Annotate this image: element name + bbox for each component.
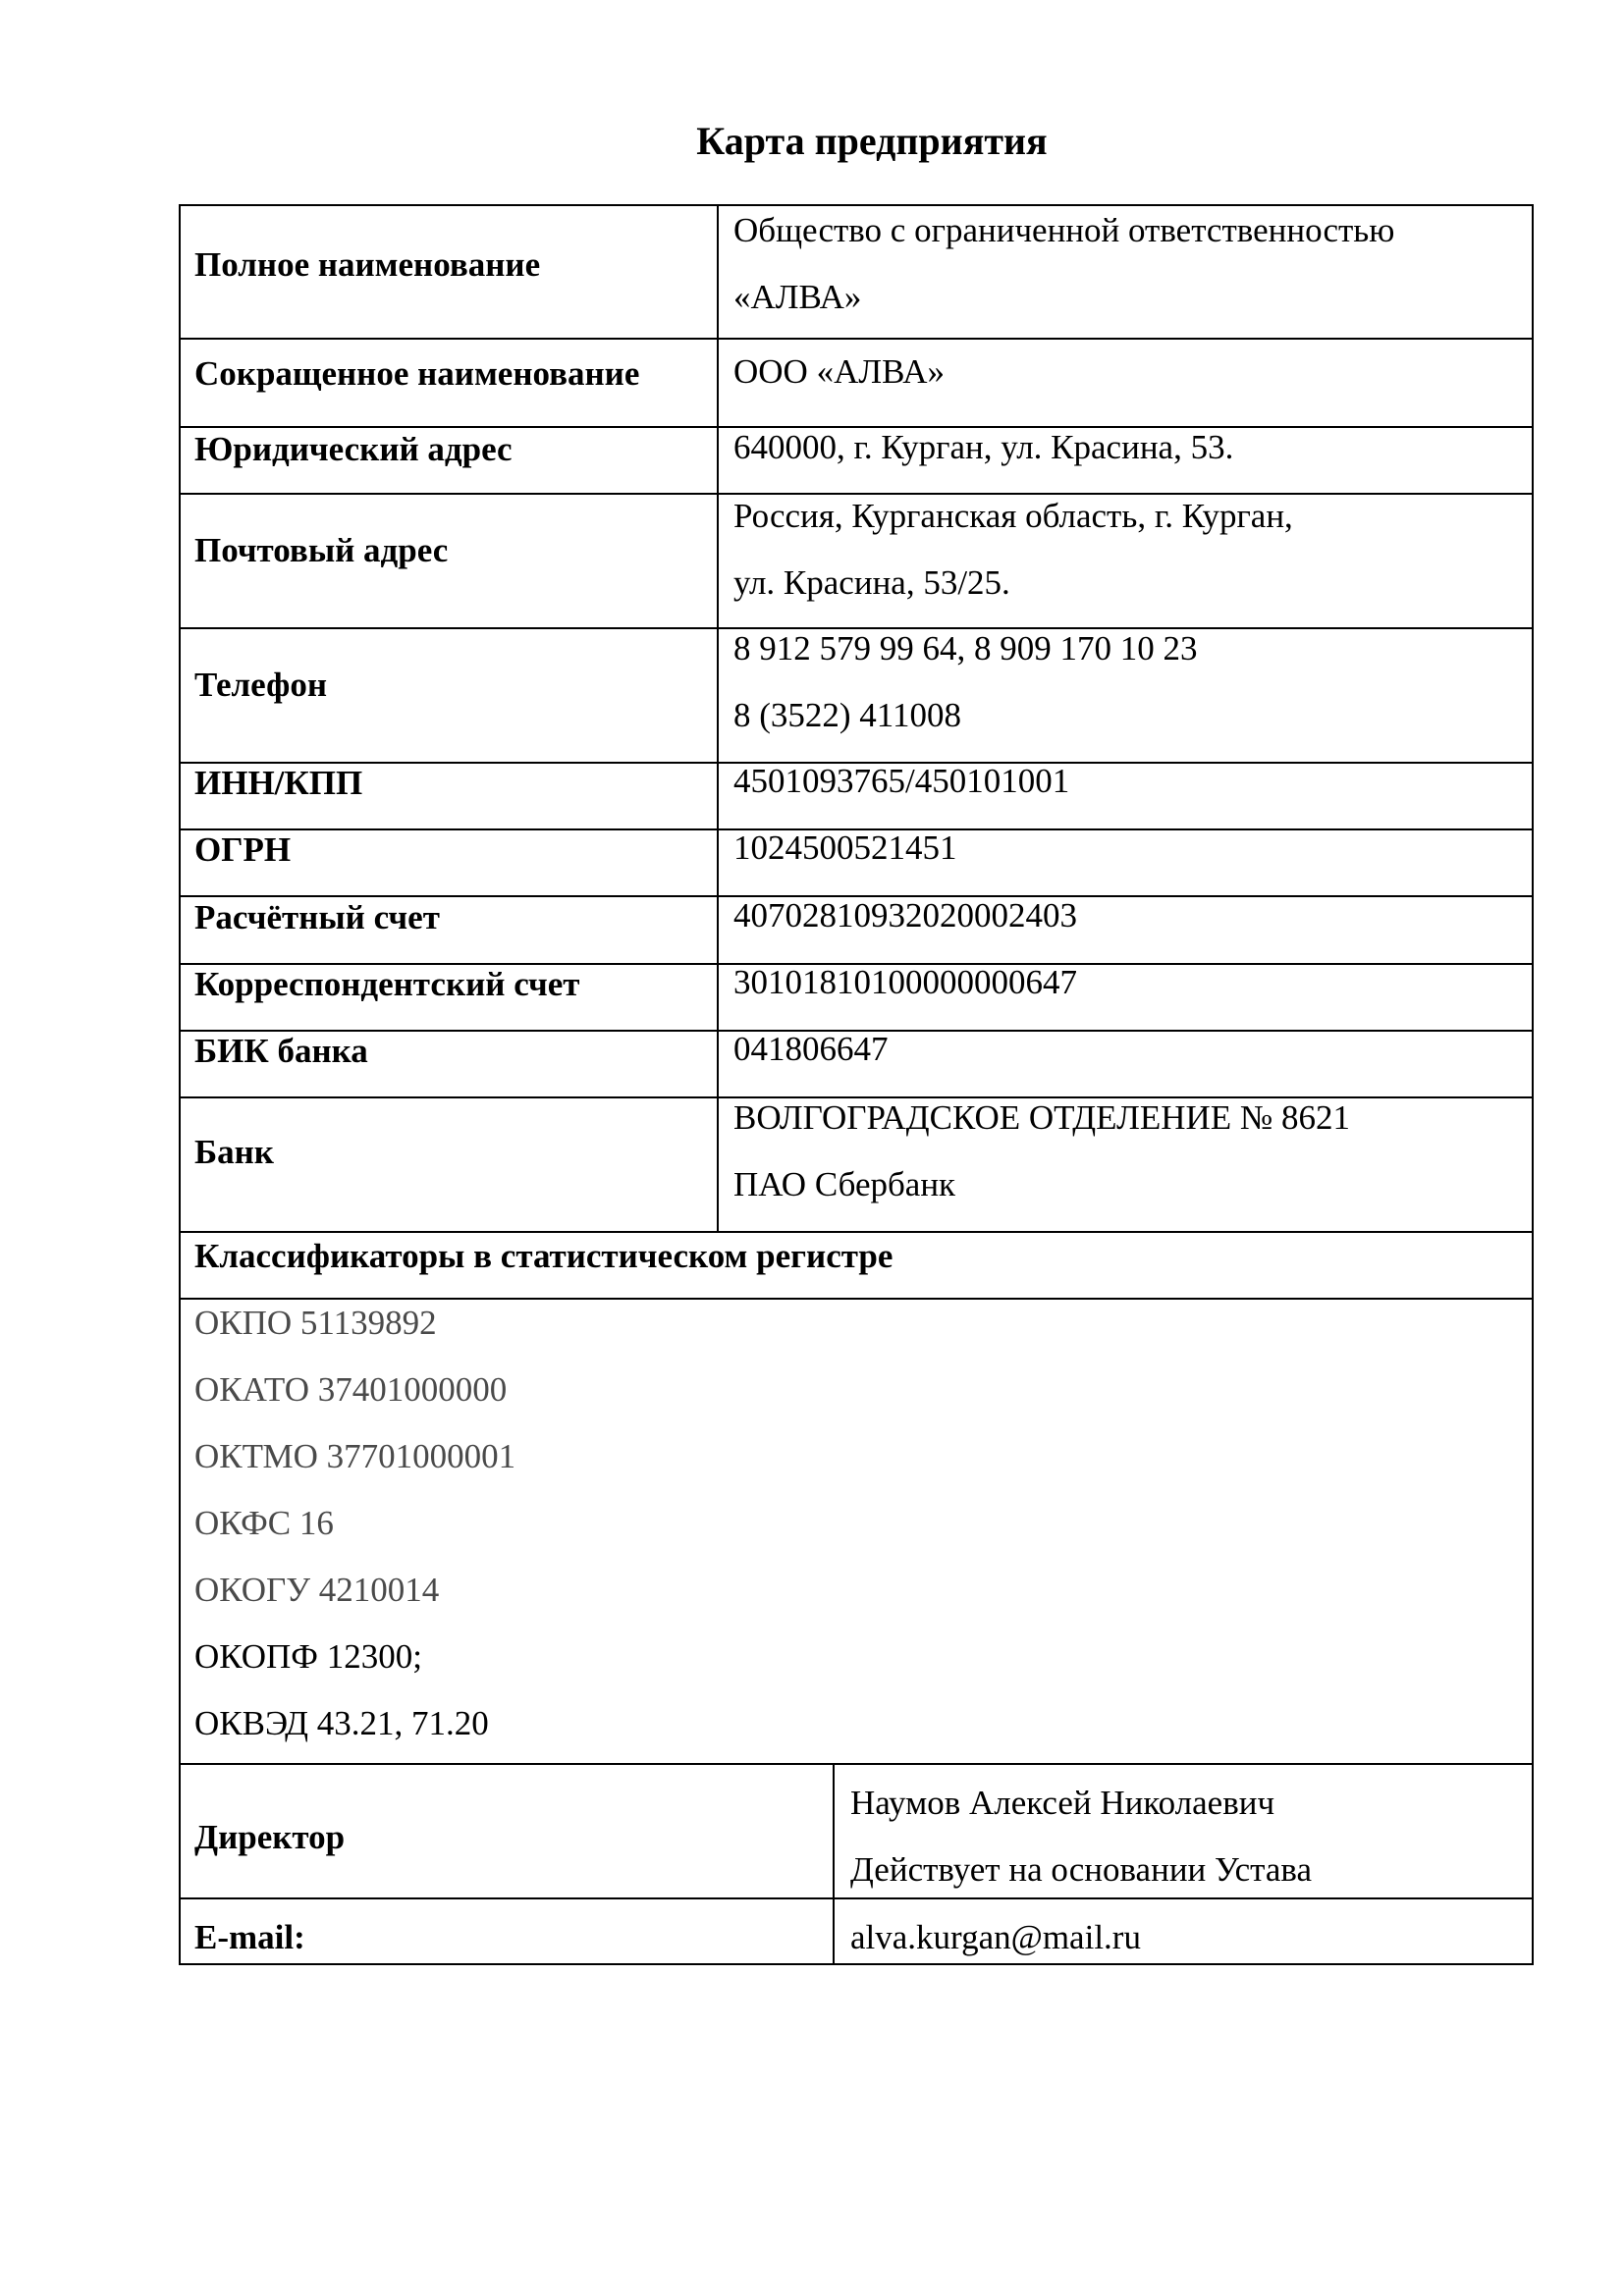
value-full-name-line-1: Общество с ограниченной ответственностью: [733, 211, 1395, 249]
classifier-oktmo: ОКТМО 37701000001: [194, 1437, 516, 1475]
value-director-line-2: Действует на основании Устава: [850, 1850, 1313, 1889]
page-title: Карта предприятия: [696, 119, 1048, 163]
classifier-okopf: ОКОПФ 12300;: [194, 1637, 422, 1676]
label-short-name: Сокращенное наименование: [194, 354, 640, 393]
label-full-name: Полное наименование: [194, 245, 541, 284]
value-correspondent-account: 30101810100000000647: [733, 963, 1077, 1001]
value-director-line-1: Наумов Алексей Николаевич: [850, 1784, 1275, 1822]
classifier-okpo: ОКПО 51139892: [194, 1304, 437, 1342]
classifier-okfs: ОКФС 16: [194, 1504, 334, 1542]
value-short-name: ООО «АЛВА»: [733, 352, 946, 391]
label-inn-kpp: ИНН/КПП: [194, 764, 363, 802]
value-bank-line-2: ПАО Сбербанк: [733, 1165, 956, 1203]
value-settlement-account: 40702810932020002403: [733, 896, 1077, 934]
value-legal-address: 640000, г. Курган, ул. Красина, 53.: [733, 428, 1234, 466]
classifiers-heading: Классификаторы в статистическом регистре: [194, 1237, 893, 1275]
value-bik: 041806647: [733, 1030, 889, 1068]
label-bank: Банк: [194, 1133, 274, 1171]
value-email: alva.kurgan@mail.ru: [850, 1918, 1141, 1956]
value-phone-line-1: 8 912 579 99 64, 8 909 170 10 23: [733, 629, 1198, 667]
value-ogrn: 1024500521451: [733, 828, 957, 867]
label-phone: Телефон: [194, 666, 328, 704]
classifier-okato: ОКАТО 37401000000: [194, 1370, 508, 1409]
label-postal-address: Почтовый адрес: [194, 531, 449, 569]
label-correspondent-account: Корреспондентский счет: [194, 965, 580, 1003]
value-bank-line-1: ВОЛГОГРАДСКОЕ ОТДЕЛЕНИЕ № 8621: [733, 1098, 1351, 1137]
label-email: E-mail:: [194, 1918, 305, 1956]
label-director: Директор: [194, 1818, 346, 1856]
label-bik: БИК банка: [194, 1032, 368, 1070]
value-full-name-line-2: «АЛВА»: [733, 278, 862, 316]
value-phone-line-2: 8 (3522) 411008: [733, 696, 962, 734]
value-postal-address-line-1: Россия, Курганская область, г. Курган,: [733, 497, 1293, 535]
label-legal-address: Юридический адрес: [194, 430, 513, 468]
classifier-okved: ОКВЭД 43.21, 71.20: [194, 1704, 489, 1742]
label-settlement-account: Расчётный счет: [194, 898, 440, 936]
value-inn-kpp: 4501093765/450101001: [733, 762, 1070, 800]
classifier-okogu: ОКОГУ 4210014: [194, 1571, 440, 1609]
value-postal-address-line-2: ул. Красина, 53/25.: [733, 563, 1010, 602]
label-ogrn: ОГРН: [194, 830, 292, 869]
